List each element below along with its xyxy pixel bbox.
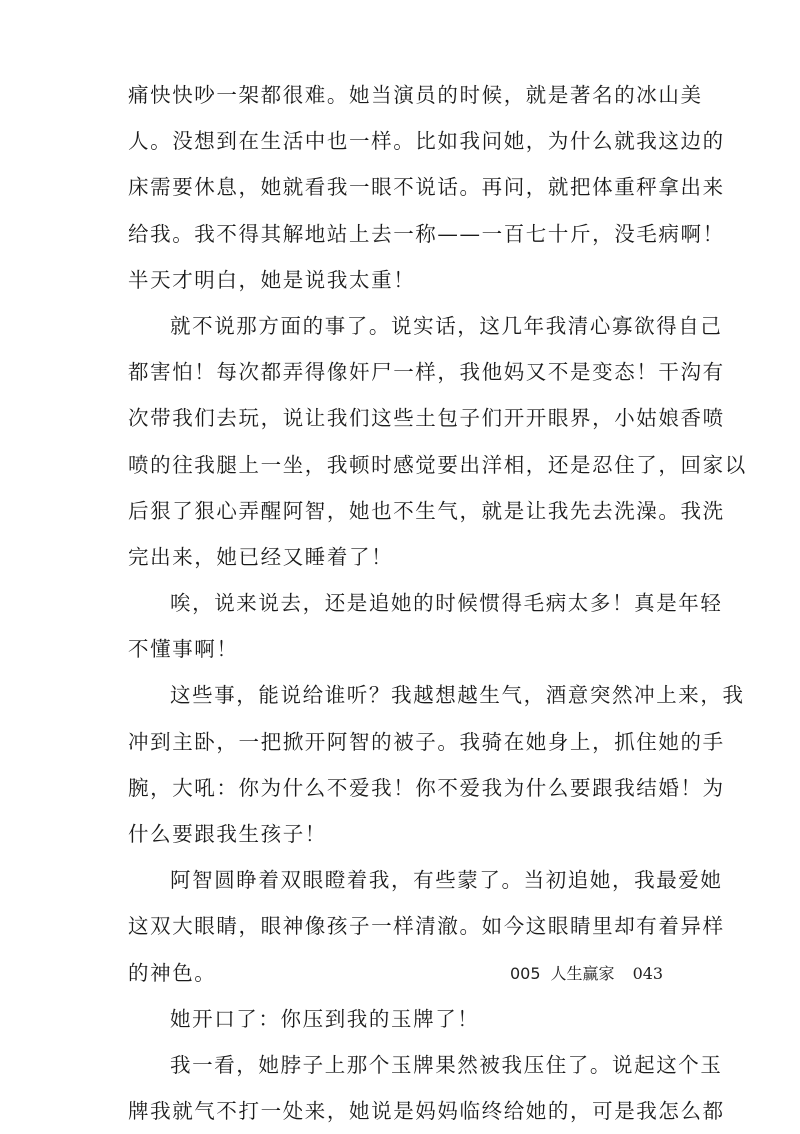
text-line: 的神色。 bbox=[128, 960, 217, 985]
text-line: 不懂事啊！ bbox=[128, 637, 239, 662]
text-line: 这双大眼睛，眼神像孩子一样清澈。如今这眼睛里却有着异样 bbox=[128, 914, 725, 939]
text-line: 什么要跟我生孩子！ bbox=[128, 822, 327, 846]
paragraph-start-line: 阿智圆睁着双眼瞪着我，有些蒙了。当初追她，我最爱她 bbox=[170, 868, 723, 893]
text-line: 都害怕！每次都弄得像奸尸一样，我他妈又不是变态！干沟有 bbox=[128, 360, 725, 385]
paragraph-start-line: 她开口了：你压到我的玉牌了！ bbox=[170, 1006, 480, 1031]
text-line: 牌我就气不打一处来，她说是妈妈临终给她的，可是我怎么都 bbox=[128, 1099, 725, 1124]
paragraph-start-line: 这些事，能说给谁听？我越想越生气，酒意突然冲上来，我 bbox=[170, 683, 745, 708]
paragraph-start-line: 我一看，她脖子上那个玉牌果然被我压住了。说起这个玉 bbox=[170, 1052, 723, 1077]
paragraph-start-line: 唉，说来说去，还是追她的时候惯得毛病太多！真是年轻 bbox=[170, 591, 723, 616]
text-line: 次带我们去玩，说让我们这些土包子们开开眼界，小姑娘香喷 bbox=[128, 406, 725, 431]
text-line: 腕，大吼：你为什么不爱我！你不爱我为什么要跟我结婚！为 bbox=[128, 775, 725, 800]
paragraph-start-line: 就不说那方面的事了。说实话，这几年我清心寡欲得自己 bbox=[170, 313, 723, 338]
text-line: 给我。我不得其解地站上去一称——一百七十斤，没毛病啊！ bbox=[128, 221, 725, 246]
text-line: 半天才明白，她是说我太重！ bbox=[128, 267, 416, 292]
text-line: 完出来，她已经又睡着了！ bbox=[128, 544, 394, 569]
chapter-number: 005 bbox=[510, 964, 541, 983]
text-line: 人。没想到在生活中也一样。比如我问她，为什么就我这边的 bbox=[128, 129, 725, 154]
text-line: 喷的往我腿上一坐，我顿时感觉要出洋相，还是忍住了，回家以 bbox=[128, 452, 747, 477]
text-line: 冲到主卧，一把掀开阿智的被子。我骑在她身上，抓住她的手 bbox=[128, 729, 725, 754]
text-line: 后狠了狠心弄醒阿智，她也不生气，就是让我先去洗澡。我洗 bbox=[128, 498, 725, 523]
page-footer bbox=[510, 962, 663, 986]
text-line: 痛快快吵一架都很难。她当演员的时候，就是著名的冰山美 bbox=[128, 83, 703, 107]
page-number: 043 bbox=[632, 964, 664, 983]
chapter-title: 人生赢家 bbox=[550, 964, 615, 983]
text-line: 床需要休息，她就看我一眼不说话。再问，就把体重秤拿出来 bbox=[128, 175, 725, 200]
